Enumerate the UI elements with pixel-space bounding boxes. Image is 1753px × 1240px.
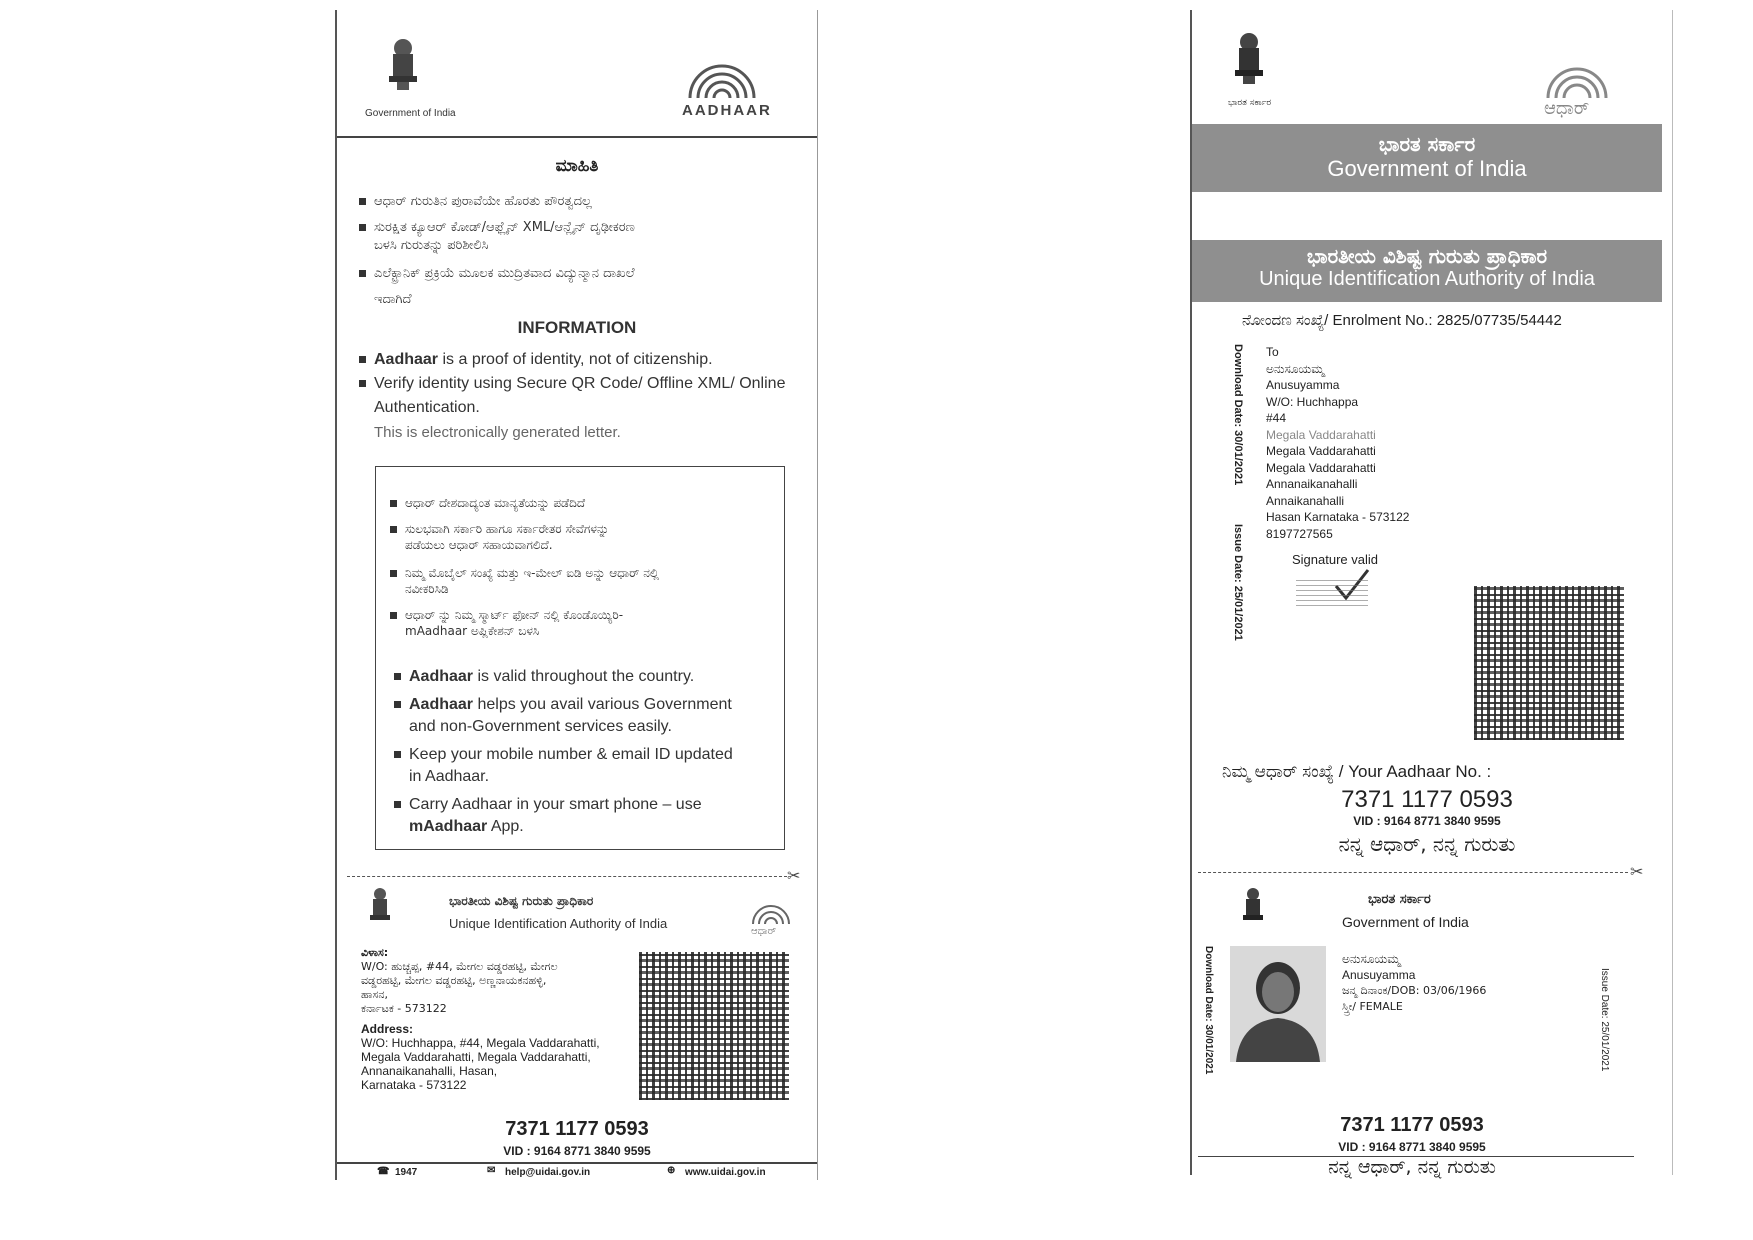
phone-icon: ☎ [377, 1166, 390, 1177]
kn-address-line: ವಡ್ಡರಹಟ್ಟಿ, ಮೇಗಲ ವಡ್ಡರಹಟ್ಟಿ, ಅಣ್ಣನಾಯಕನಹಳ್ಳಿ, [361, 974, 547, 987]
address-line: To [1266, 345, 1279, 359]
person-photo-icon [1230, 946, 1326, 1062]
card-issue-date: Issue Date: 25/01/2021 [1599, 968, 1610, 1072]
kn-address-line: ಕರ್ನಾಟಕ - 573122 [361, 1002, 447, 1015]
info-item: Verify identity using Secure QR Code/ Offline XML/ Online [359, 374, 785, 394]
box-kn-item: ಸುಲಭವಾಗಿ ಸರ್ಕಾರಿ ಹಾಗೂ ಸರ್ಕಾರೇತರ ಸೇವೆಗಳನ್ನು [390, 519, 609, 539]
address-line: ಅನುಸೂಯಮ್ಮ [1266, 361, 1325, 376]
address-line: W/O: Huchhappa, #44, Megala Vaddarahatti, [361, 1036, 600, 1050]
issue-date-vertical: Issue Date: 25/01/2021 [1232, 524, 1244, 641]
address-line: Annanaikanahalli [1266, 477, 1358, 491]
info-title: INFORMATION [517, 318, 637, 337]
aadhaar-logo-text: AADHAAR [682, 102, 772, 119]
aadhaar-number: 7371 1177 0593 [505, 1118, 649, 1140]
aadhaar-fingerprint-logo-icon [682, 50, 762, 100]
national-emblem-icon-small [1240, 886, 1266, 926]
card-vid: VID : 9164 8771 3840 9595 [1338, 1140, 1486, 1154]
footer-phone: 1947 [395, 1167, 418, 1178]
photo [1230, 946, 1326, 1062]
address-line: Annaikanahalli [1266, 493, 1345, 508]
slogan: ನನ್ನ ಆಧಾರ್, ನನ್ನ ಗುರುತು [1338, 832, 1516, 856]
scissors-icon: ✂ [787, 868, 801, 885]
box-kn-item-cont: mAadhaar ಅಪ್ಲಿಕೇಶನ್ ಬಳಸಿ [405, 624, 540, 638]
cut-line [1198, 872, 1628, 873]
box-kn-item: ನಿಮ್ಮ ಮೊಬೈಲ್ ಸಂಖ್ಯೆ ಮತ್ತು ಇ-ಮೇಲ್ ಐಡಿ ಅನ್ನು ಆಧಾರ್ ನಲ್ಲಿ [390, 563, 659, 583]
card-gender: ಸ್ತ್ರೀ/ FEMALE [1342, 1000, 1403, 1013]
address-line: Hasan Karnataka - 573122 [1266, 510, 1410, 524]
kn-info-item: ಎಲೆಕ್ಟ್ರಾನಿಕ್ ಪ್ರಕ್ರಿಯೆ ಮೂಲಕ ಮುದ್ರಿತವಾದ ವಿದ್ಯುನ್ಮಾನ ದಾಖಲೆ [359, 264, 635, 284]
kn-info-item-cont: ಬಳಸಿ ಗುರುತನ್ನು ಪರಿಶೀಲಿಸಿ [374, 238, 489, 253]
address-line: Annanaikanahalli, Hasan, [361, 1064, 498, 1078]
info-box [375, 466, 785, 850]
address-line: W/O: Huchhappa [1266, 394, 1359, 409]
right-letter-panel [1190, 10, 1673, 1178]
info-item-cont: Authentication. [374, 399, 480, 416]
card-name-en: Anusuyamma [1342, 968, 1416, 982]
address-label: Address: [361, 1022, 414, 1036]
address-line: Megala Vaddarahatti, Megala Vaddarahatti, [361, 1050, 591, 1064]
govt-band-en: Government of India [1327, 156, 1527, 181]
address-line: Anusuyamma [1266, 378, 1340, 392]
box-kn-item-cont: ನವೀಕರಿಸಿಡಿ [405, 582, 449, 596]
uidai-band [1192, 240, 1662, 302]
scissors-icon: ✂ [1630, 864, 1644, 881]
cut-line [347, 876, 787, 877]
digital-signature-block [1296, 576, 1368, 606]
card-download-date: Download Date: 30/01/2021 [1203, 946, 1214, 1075]
kn-info-title: ಮಾಹಿತಿ [555, 156, 599, 176]
card-dob: ಜನ್ಮ ದಿನಾಂಕ/DOB: 03/06/1966 [1342, 984, 1487, 997]
kn-address-label: ವಿಳಾಸ: [361, 946, 389, 959]
aadhaar-logo-icon-small [749, 902, 793, 926]
govt-band [1192, 124, 1662, 192]
left-header [337, 10, 817, 138]
kn-address-line: ಹಾಸನ, [361, 988, 388, 1001]
address-line: Karnataka - 573122 [361, 1078, 467, 1092]
box-en-item-cont: and non-Government services easily. [409, 718, 672, 735]
footer-email: help@uidai.gov.in [505, 1167, 591, 1178]
address-line: Megala Vaddarahatti [1266, 444, 1376, 458]
uidai-en: Unique Identification Authority of India [449, 916, 668, 931]
aadhaar-number: 7371 1177 0593 [1341, 786, 1513, 813]
signature-valid: Signature valid [1292, 552, 1378, 567]
kn-info-item: ಆಧಾರ್ ಗುರುತಿನ ಪುರಾವೆಯೇ ಹೊರತು ಪೌರತ್ವದಲ್ಲ [359, 192, 592, 212]
kn-info-item-cont: ಇದಾಗಿದೆ [374, 292, 412, 307]
uidai-band-en: Unique Identification Authority of India [1259, 268, 1595, 290]
qr-code [639, 952, 789, 1100]
kn-address-line: W/O: ಹುಚ್ಚಪ್ಪ, #44, ಮೇಗಲ ವಡ್ಡರಹಟ್ಟಿ, ಮೇಗಲ [361, 960, 558, 973]
footer-web: www.uidai.gov.in [685, 1167, 766, 1178]
aadhaar-fingerprint-logo-icon [1542, 56, 1612, 100]
address-line: #44 [1266, 411, 1287, 425]
emblem-caption: ಭಾರತ ಸರ್ಕಾರ [1228, 98, 1272, 108]
generated-note: This is electronically generated letter. [374, 424, 621, 441]
national-emblem-icon-small [367, 886, 393, 926]
kn-info-item: ಸುರಕ್ಷಿತ ಕ್ಯೂಆರ್ ಕೋಡ್/ಆಫ್ಲೈನ್ XML/ಆನ್ಲೈನ್ ದೃಢೀಕರಣ [359, 218, 635, 238]
address-line: Megala Vaddarahatti [1266, 460, 1376, 475]
govt-of-india-label: Government of India [365, 108, 456, 119]
card-govt-en: Government of India [1342, 914, 1469, 930]
uidai-band-kn: ಭಾರತೀಯ ವಿಶಿಷ್ಟ ಗುರುತು ಪ್ರಾಧಿಕಾರ [1306, 244, 1548, 268]
box-en-item: Aadhaar helps you avail various Government [394, 695, 732, 715]
info-item: Aadhaar is a proof of identity, not of citizenship. [359, 350, 713, 370]
box-en-item-cont: mAadhaar App. [409, 818, 524, 835]
card-govt-kn: ಭಾರತ ಸರ್ಕಾರ [1368, 892, 1431, 907]
national-emblem-icon [1232, 30, 1266, 86]
box-kn-item: ಆಧಾರ್ ದೇಶದಾದ್ಯಂತ ಮಾನ್ಯತೆಯನ್ನು ಪಡೆದಿದೆ [390, 493, 585, 513]
recipient-address [1266, 344, 1409, 542]
small-aadhaar-logo-text: ಆಧಾರ್ [751, 926, 777, 937]
vid: VID : 9164 8771 3840 9595 [1353, 814, 1501, 828]
address-line: 8197727565 [1266, 526, 1333, 541]
box-kn-item-cont: ಪಡೆಯಲು ಆಧಾರ್ ಸಹಾಯವಾಗಲಿದೆ. [405, 538, 553, 552]
globe-icon: ⊕ [667, 1165, 676, 1176]
box-en-item: Aadhaar is valid throughout the country. [394, 667, 694, 687]
address-line: Megala Vaddarahatti [1266, 427, 1376, 442]
card-aadhaar-number: 7371 1177 0593 [1340, 1114, 1484, 1136]
box-en-item-cont: in Aadhaar. [409, 768, 490, 785]
govt-band-kn: ಭಾರತ ಸರ್ಕಾರ [1378, 132, 1476, 156]
download-date-vertical: Download Date: 30/01/2021 [1232, 344, 1244, 486]
box-kn-item: ಆಧಾರ್ ನ್ನು ನಿಮ್ಮ ಸ್ಮಾರ್ಟ್ ಫೋನ್ ನಲ್ಲಿ ಕೊಂಡೊಯ್ಯಿರಿ- [390, 605, 623, 625]
left-letter-panel [335, 10, 818, 1180]
national-emblem-icon [385, 36, 421, 92]
card-name-kn: ಅನುಸೂಯಮ್ಮ [1342, 952, 1401, 966]
vid: VID : 9164 8771 3840 9595 [503, 1144, 651, 1158]
mail-icon: ✉ [487, 1165, 496, 1176]
left-footer [337, 1162, 817, 1182]
card-slogan: ನನ್ನ ಆಧಾರ್, ನನ್ನ ಗುರುತು [1328, 1156, 1496, 1178]
aadhaar-logo-text: ಆಧಾರ್ [1544, 98, 1590, 119]
enrolment-no: ನೋಂದಣ ಸಂಖ್ಯೆ/ Enrolment No.: 2825/07735/54442 [1242, 312, 1562, 329]
box-en-item: Keep your mobile number & email ID updated [394, 745, 733, 765]
qr-code [1474, 586, 1624, 740]
box-en-item: Carry Aadhaar in your smart phone – use [394, 795, 702, 815]
your-aadhaar-label: ನಿಮ್ಮ ಆಧಾರ್ ಸಂಖ್ಯೆ / Your Aadhaar No. : [1222, 762, 1492, 781]
uidai-kn: ಭಾರತೀಯ ವಿಶಿಷ್ಟ ಗುರುತು ಪ್ರಾಧಿಕಾರ [449, 894, 594, 908]
